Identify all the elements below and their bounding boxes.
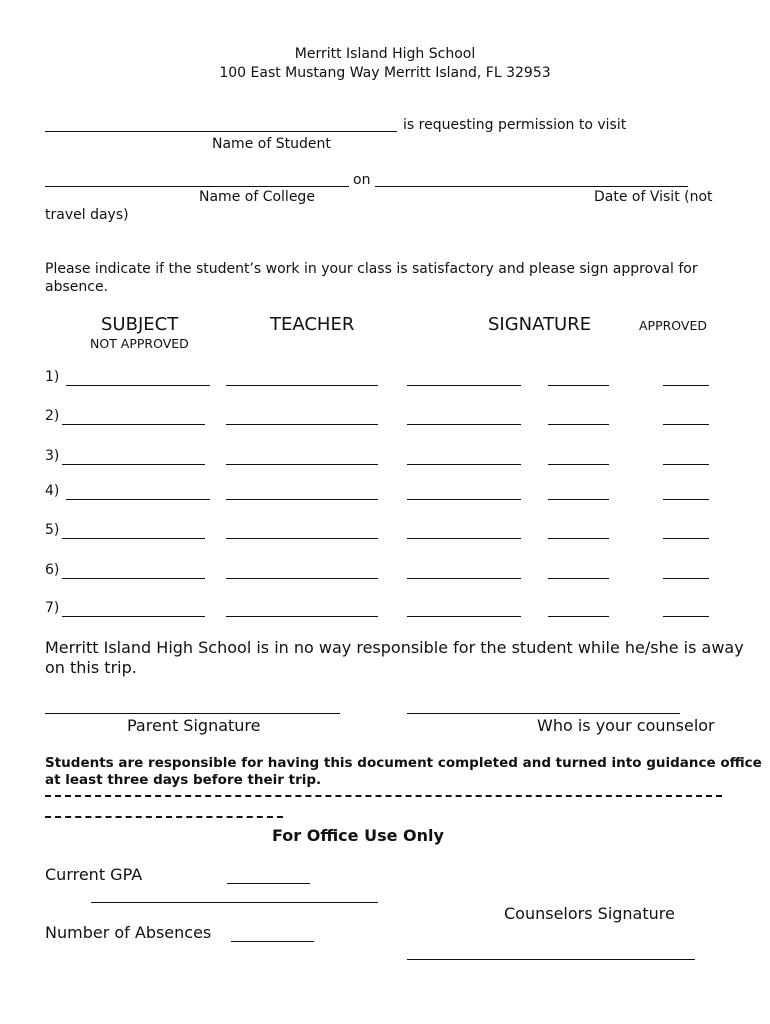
subject-line[interactable]: [62, 616, 205, 617]
college-name-label: Name of College: [199, 189, 315, 205]
approved-line[interactable]: [548, 616, 609, 617]
not-approved-line[interactable]: [663, 499, 709, 500]
teacher-line[interactable]: [226, 578, 378, 579]
approved-line[interactable]: [548, 464, 609, 465]
approved-line[interactable]: [548, 538, 609, 539]
row-number: 2): [45, 408, 60, 424]
school-address: 100 East Mustang Way Merritt Island, FL 32953: [219, 65, 551, 81]
separator-line-cont: [45, 816, 283, 818]
row-number: 4): [45, 483, 60, 499]
teacher-line[interactable]: [226, 464, 378, 465]
not-approved-line[interactable]: [663, 464, 709, 465]
teacher-line[interactable]: [226, 616, 378, 617]
col-not-approved: NOT APPROVED: [90, 336, 189, 351]
approved-line[interactable]: [548, 499, 609, 500]
col-approved: APPROVED: [639, 318, 708, 333]
instructions: Please indicate if the student’s work in your class is satisfactory and please sign approval for: [45, 261, 698, 277]
row-number: 6): [45, 562, 60, 578]
school-name: Merritt Island High School: [294, 46, 476, 62]
approved-line[interactable]: [548, 385, 609, 386]
notice-cont: at least three days before their trip.: [45, 772, 322, 788]
not-approved-line[interactable]: [663, 578, 709, 579]
notice: Students are responsible for having this document completed and turned into guidance office: [45, 755, 762, 771]
row-number: 7): [45, 600, 60, 616]
counselor-signature-line[interactable]: [91, 902, 378, 903]
college-name-line[interactable]: [45, 186, 349, 187]
parent-signature-label: Parent Signature: [127, 716, 261, 735]
teacher-line[interactable]: [226, 385, 378, 386]
absences-label: Number of Absences: [45, 923, 212, 942]
row-number: 5): [45, 522, 60, 538]
student-name-line[interactable]: [45, 131, 397, 132]
approved-line[interactable]: [548, 578, 609, 579]
subject-line[interactable]: [62, 424, 205, 425]
request-text: is requesting permission to visit: [403, 117, 627, 133]
row-number: 1): [45, 369, 60, 385]
not-approved-line[interactable]: [663, 424, 709, 425]
instructions-cont: absence.: [45, 279, 109, 295]
not-approved-line[interactable]: [663, 616, 709, 617]
visit-date-label: Date of Visit (not: [594, 189, 713, 205]
signature-line[interactable]: [407, 578, 521, 579]
subject-line[interactable]: [66, 499, 210, 500]
on-label: on: [353, 172, 371, 188]
col-teacher: TEACHER: [270, 314, 355, 335]
signature-line[interactable]: [407, 464, 521, 465]
subject-line[interactable]: [62, 538, 205, 539]
counselor-signature-label: Counselors Signature: [504, 904, 675, 923]
visit-date-line[interactable]: [375, 186, 688, 187]
teacher-line[interactable]: [226, 499, 378, 500]
disclaimer: Merritt Island High School is in no way responsible for the student while he/she is away: [45, 638, 744, 657]
col-signature: SIGNATURE: [488, 314, 592, 335]
office-use-title: For Office Use Only: [272, 826, 444, 845]
approved-line[interactable]: [548, 424, 609, 425]
teacher-line[interactable]: [226, 538, 378, 539]
gpa-label: Current GPA: [45, 865, 143, 884]
teacher-line[interactable]: [226, 424, 378, 425]
col-subject: SUBJECT: [101, 314, 179, 335]
gpa-line[interactable]: [227, 883, 310, 884]
parent-signature-line[interactable]: [45, 713, 340, 714]
signature-line[interactable]: [407, 424, 521, 425]
not-approved-line[interactable]: [663, 385, 709, 386]
separator-line: [45, 795, 722, 797]
subject-line[interactable]: [62, 464, 205, 465]
student-name-label: Name of Student: [212, 136, 331, 152]
signature-line[interactable]: [407, 385, 521, 386]
absences-line[interactable]: [231, 941, 314, 942]
signature-line[interactable]: [407, 499, 521, 500]
subject-line[interactable]: [62, 578, 205, 579]
subject-line[interactable]: [66, 385, 210, 386]
signature-line[interactable]: [407, 616, 521, 617]
counselor-name-line[interactable]: [407, 713, 680, 714]
visit-date-label-cont: travel days): [45, 207, 129, 223]
row-number: 3): [45, 448, 60, 464]
counselor-label: Who is your counselor: [537, 716, 715, 735]
counselor-signature-line-2[interactable]: [407, 959, 695, 960]
not-approved-line[interactable]: [663, 538, 709, 539]
disclaimer-cont: on this trip.: [45, 658, 137, 677]
signature-line[interactable]: [407, 538, 521, 539]
